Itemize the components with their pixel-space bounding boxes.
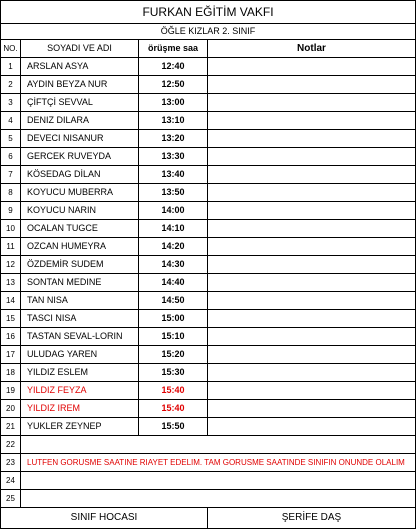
- column-header-time: örüşme saa: [139, 40, 208, 58]
- student-name: TAN NISA: [21, 292, 139, 310]
- notes-cell[interactable]: [208, 148, 416, 166]
- notes-cell[interactable]: [208, 292, 416, 310]
- table-row: [1, 130, 416, 148]
- student-name: KOYUCU MUBERRA: [21, 184, 139, 202]
- notes-cell[interactable]: [208, 202, 416, 220]
- table-row: [1, 382, 416, 400]
- table-row: [1, 454, 416, 472]
- notes-cell[interactable]: [208, 58, 416, 76]
- row-number: 25: [1, 490, 21, 508]
- row-number: 3: [1, 94, 21, 112]
- table-row: [1, 202, 416, 220]
- meeting-time: 14:30: [139, 256, 208, 274]
- notes-cell[interactable]: [208, 94, 416, 112]
- notes-cell[interactable]: [208, 400, 416, 418]
- student-name: KÖSEDAG DİLAN: [21, 166, 139, 184]
- meeting-time: 15:20: [139, 346, 208, 364]
- empty-cell: [21, 490, 416, 508]
- student-name: ULUDAG YAREN: [21, 346, 139, 364]
- row-number: 19: [1, 382, 21, 400]
- student-name: TASTAN SEVAL-LORIN: [21, 328, 139, 346]
- column-header-notes: Notlar: [208, 40, 416, 58]
- table-row: [1, 220, 416, 238]
- meeting-time: 14:10: [139, 220, 208, 238]
- table-row: [1, 94, 416, 112]
- meeting-time: 14:20: [139, 238, 208, 256]
- row-number: 24: [1, 472, 21, 490]
- title-row: [1, 1, 416, 24]
- student-name: YILDIZ FEYZA: [21, 382, 139, 400]
- table-row: [1, 472, 416, 490]
- footer-row: [1, 508, 416, 529]
- page-title: FURKAN EĞİTİM VAKFI: [1, 1, 416, 24]
- notes-cell[interactable]: [208, 238, 416, 256]
- meeting-time: 12:50: [139, 76, 208, 94]
- row-number: 1: [1, 58, 21, 76]
- row-number: 23: [1, 454, 21, 472]
- student-name: YILDIZ ESLEM: [21, 364, 139, 382]
- row-number: 20: [1, 400, 21, 418]
- row-number: 22: [1, 436, 21, 454]
- student-name: OZCAN HUMEYRA: [21, 238, 139, 256]
- meeting-time: 15:10: [139, 328, 208, 346]
- meeting-time: 13:50: [139, 184, 208, 202]
- notes-cell[interactable]: [208, 112, 416, 130]
- notes-cell[interactable]: [208, 382, 416, 400]
- meeting-time: 15:30: [139, 364, 208, 382]
- meeting-time: 15:50: [139, 418, 208, 436]
- table-row: [1, 328, 416, 346]
- table-row: [1, 256, 416, 274]
- student-name: AYDIN BEYZA NUR: [21, 76, 139, 94]
- student-name: SONTAN MEDINE: [21, 274, 139, 292]
- table-row: [1, 76, 416, 94]
- student-name: DENIZ DILARA: [21, 112, 139, 130]
- row-number: 21: [1, 418, 21, 436]
- row-number: 13: [1, 274, 21, 292]
- row-number: 18: [1, 364, 21, 382]
- meeting-time: 14:40: [139, 274, 208, 292]
- row-number: 7: [1, 166, 21, 184]
- table-row: [1, 274, 416, 292]
- meeting-time: 13:30: [139, 148, 208, 166]
- table-row: [1, 58, 416, 76]
- notice-text: LUTFEN GORUSME SAATINE RIAYET EDELIM. TAM GORUSME SAATINDE SINIFIN ONUNDE OLALIM: [21, 454, 416, 472]
- meeting-time: 14:50: [139, 292, 208, 310]
- table-row: [1, 490, 416, 508]
- notes-cell[interactable]: [208, 76, 416, 94]
- notes-cell[interactable]: [208, 274, 416, 292]
- notes-cell[interactable]: [208, 166, 416, 184]
- table-row: [1, 238, 416, 256]
- meeting-time: 13:10: [139, 112, 208, 130]
- student-name: ARSLAN ASYA: [21, 58, 139, 76]
- row-number: 8: [1, 184, 21, 202]
- student-name: KOYUCU NARIN: [21, 202, 139, 220]
- row-number: 15: [1, 310, 21, 328]
- student-name: ÖZDEMİR SUDEM: [21, 256, 139, 274]
- notes-cell[interactable]: [208, 256, 416, 274]
- row-number: 6: [1, 148, 21, 166]
- notes-cell[interactable]: [208, 364, 416, 382]
- meeting-time: 13:40: [139, 166, 208, 184]
- notes-cell[interactable]: [208, 346, 416, 364]
- meeting-time: 15:40: [139, 382, 208, 400]
- table-row: [1, 112, 416, 130]
- meeting-time: 13:20: [139, 130, 208, 148]
- notes-cell[interactable]: [208, 310, 416, 328]
- student-name: GERCEK RUVEYDA: [21, 148, 139, 166]
- row-number: 17: [1, 346, 21, 364]
- student-name: OCALAN TUGCE: [21, 220, 139, 238]
- row-number: 11: [1, 238, 21, 256]
- row-number: 2: [1, 76, 21, 94]
- page-subtitle: ÖĞLE KIZLAR 2. SINIF: [1, 24, 416, 40]
- row-number: 12: [1, 256, 21, 274]
- teacher-label: SINIF HOCASI: [1, 508, 208, 529]
- table-row: [1, 364, 416, 382]
- row-number: 9: [1, 202, 21, 220]
- table-row: [1, 292, 416, 310]
- column-header-name: SOYADI VE ADI: [21, 40, 139, 58]
- student-name: TASCI NISA: [21, 310, 139, 328]
- notes-cell[interactable]: [208, 130, 416, 148]
- notes-cell[interactable]: [208, 220, 416, 238]
- notes-cell[interactable]: [208, 184, 416, 202]
- empty-cell: [21, 436, 416, 454]
- row-number: 10: [1, 220, 21, 238]
- row-number: 14: [1, 292, 21, 310]
- subtitle-row: [1, 24, 416, 40]
- row-number: 16: [1, 328, 21, 346]
- table-row: [1, 418, 416, 436]
- notes-cell[interactable]: [208, 328, 416, 346]
- table-row: [1, 346, 416, 364]
- table-row: [1, 184, 416, 202]
- meeting-time: 13:00: [139, 94, 208, 112]
- student-name: YILDIZ IREM: [21, 400, 139, 418]
- table-row: [1, 148, 416, 166]
- meeting-time: 15:00: [139, 310, 208, 328]
- student-name: ÇİFTÇİ SEVVAL: [21, 94, 139, 112]
- empty-cell: [21, 472, 416, 490]
- notes-cell[interactable]: [208, 418, 416, 436]
- table-row: [1, 436, 416, 454]
- row-number: 5: [1, 130, 21, 148]
- student-name: DEVECI NISANUR: [21, 130, 139, 148]
- table-row: [1, 166, 416, 184]
- meeting-time: 14:00: [139, 202, 208, 220]
- column-header-row: [1, 40, 416, 58]
- meeting-time: 12:40: [139, 58, 208, 76]
- table-row: [1, 400, 416, 418]
- meeting-time: 15:40: [139, 400, 208, 418]
- teacher-name: ŞERİFE DAŞ: [208, 508, 416, 529]
- row-number: 4: [1, 112, 21, 130]
- column-header-no: NO.: [1, 40, 21, 58]
- table-row: [1, 310, 416, 328]
- student-name: YUKLER ZEYNEP: [21, 418, 139, 436]
